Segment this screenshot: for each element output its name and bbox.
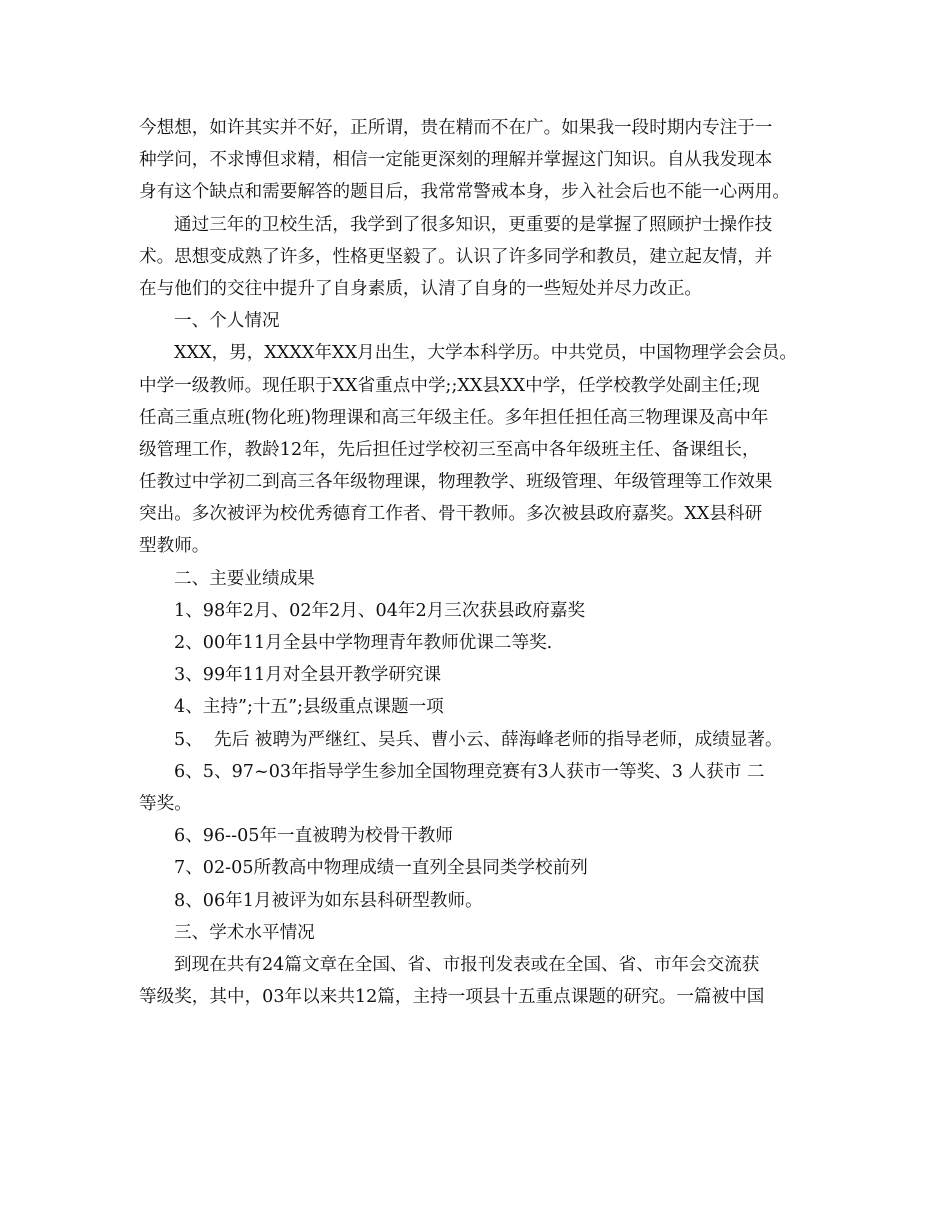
text-line: 突出。多次被评为校优秀德育工作者、骨干教师。多次被县政府嘉奖。XX县科研 (139, 504, 763, 525)
text-line: 型教师。 (139, 536, 210, 557)
text-line: 级管理工作，教龄12年，先后担任过学校初三至高中各年级班主任、备课组长， (139, 439, 760, 460)
text-line: 到现在共有24篇文章在全国、省、市报刊发表或在全国、省、市年会交流获 (174, 954, 760, 975)
text-line: 等奖。 (139, 793, 192, 814)
text-line: XXX，男，XXXX年XX月出生，大学本科学历。中共党员，中国物理学会会员。 (174, 343, 797, 364)
text-line: 身有这个缺点和需要解答的题目后，我常常警戒本身，步入社会后也不能一心两用。 (139, 182, 790, 203)
text-line: 三、学术水平情况 (174, 922, 315, 943)
text-line: 7、02-05所教高中物理成绩一直列全县同类学校前列 (174, 858, 588, 879)
text-line: 1、98年2月、02年2月、04年2月三次获县政府嘉奖 (174, 600, 586, 621)
text-line: 6、96--05年一直被聘为校骨干教师 (174, 826, 453, 847)
text-line: 种学问，不求博但求精，相信一定能更深刻的理解并掌握这门知识。自从我发现本 (139, 150, 773, 171)
text-line: 中学一级教师。现任职于XX省重点中学;;XX县XX中学，任学校教学处副主任;现 (139, 375, 760, 396)
text-line: 在与他们的交往中提升了自身素质，认清了自身的一些短处并尽力改正。 (139, 278, 703, 299)
text-line: 一、个人情况 (174, 311, 280, 332)
text-line: 3、99年11月对全县开教学研究课 (174, 665, 442, 686)
text-line: 今想想，如许其实并不好，正所谓，贵在精而不在广。如果我一段时期内专注于一 (139, 118, 773, 138)
text-line: 术。思想变成熟了许多，性格更坚毅了。认识了许多同学和教员，建立起友情，并 (139, 246, 773, 267)
text-line: 2、00年11月全县中学物理青年教师优课二等奖. (174, 633, 553, 653)
text-line: 等级奖，其中，03年以来共12篇，主持一项县十五重点课题的研究。一篇被中国 (139, 987, 765, 1008)
text-line: 8、06年1月被评为如东县科研型教师。 (174, 890, 483, 911)
text-line: 任教过中学初二到高三各年级物理课，物理教学、班级管理、年级管理等工作效果 (139, 472, 773, 493)
text-line: 4、主持”;十五”;县级重点课题一项 (174, 697, 444, 718)
document-body (139, 112, 829, 1013)
text-line: 5、 先后 被聘为严继红、吴兵、曹小云、薛海峰老师的指导老师，成绩显著。 (174, 729, 783, 750)
text-line: 任高三重点班(物化班)物理课和高三年级主任。多年担任担任高三物理课及高中年 (139, 407, 769, 428)
text-line: 二、主要业绩成果 (174, 568, 315, 589)
text-line: 6、5、97~03年指导学生参加全国物理竞赛有3人获市一等奖、3 人获市 二 (174, 761, 765, 782)
text-line: 通过三年的卫校生活，我学到了很多知识，更重要的是掌握了照顾护士操作技 (174, 214, 773, 235)
